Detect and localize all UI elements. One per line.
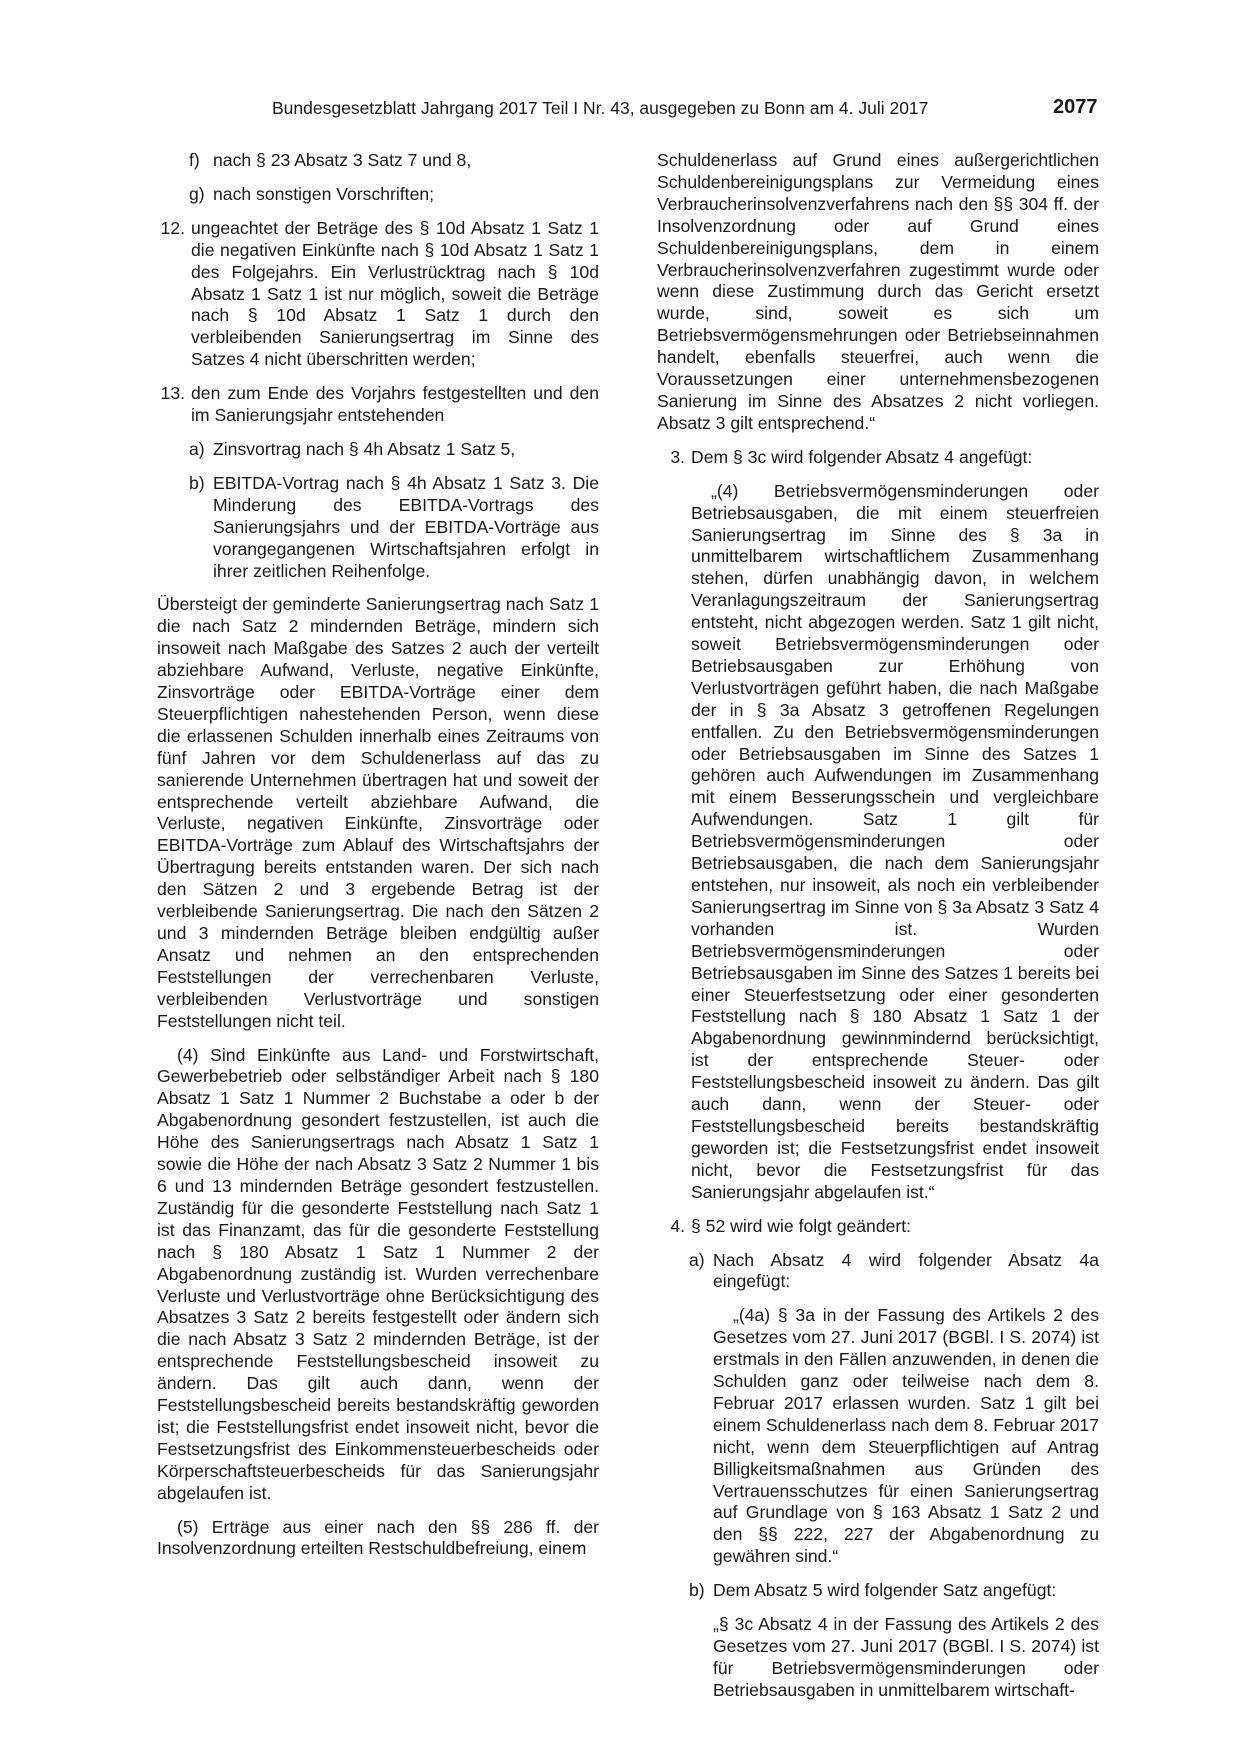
paragraph-continuation (657, 150, 1099, 435)
list-marker: f) (189, 150, 200, 170)
block-text: Dem Absatz 5 wird folgender Satz angefügt: (713, 1580, 1057, 1601)
list-marker: 12. (160, 217, 185, 238)
block-text: „(4) Betriebsvermögensminderungen oder Betriebsausgaben, die mit einem steuerfreien Sanierungsertrag im Sinne des § 3a in unmittelbarem wirtschaftlichem Zusammenhang stehen, dürfen unabhängig davon, in welchem Veranlagungszeitraum der Sanierungsertrag entsteht, nicht abgezogen werden. Satz 1 gilt nicht, soweit Betriebsvermögensminderungen oder Betriebsausgaben zur Erhöhung von Verlustvorträgen geführt haben, die nach Maßgabe der in § 3a Absatz 3 getroffenen Regelungen entfallen. Zu den Betriebsvermögensminderungen oder Betriebsausgaben im Sinne des Satzes 1 gehören auch Aufwendungen im Zusammenhang mit einem Besserungsschein und vergleichbare Aufwendungen. Satz 1 gilt für Betriebsvermögensminderungen oder Betriebsausgaben, die nach dem Sanierungsjahr entstehen, nur insoweit, als noch ein verbleibender Sanierungsertrag im Sinne von § 3a Absatz 3 Satz 4 vorhanden ist. Wurden Betriebsvermögensminderungen oder Betriebsausgaben im Sinne des Satzes 1 bereits bei einer Steuerfestsetzung oder einer gesonderten Feststellung nach § 180 Absatz 1 Satz 1 der Abgabenordnung gewinnmindernd berücksichtigt, ist der entsprechende Steuer- oder Feststellungsbescheid insoweit zu ändern. Das gilt auch dann, wenn der Steuer- oder Feststellungsbescheid bereits bestandskräftig geworden ist; die Festsetzungsfrist endet insoweit nicht, bevor die Festsetzungsfrist für das Sanierungsjahr abgelaufen ist.“ (691, 480, 1099, 1202)
item-13 (157, 383, 599, 427)
block-spacer (157, 172, 599, 184)
block-text: Übersteigt der geminderte Sanierungsertrag nach Satz 1 die nach Satz 2 mindernden Beträge, mindern sich insoweit nach Maßgabe des Satzes 2 auch der verteilt abziehbare Aufwand, Verluste, negative Einkünfte, Zinsvorträge oder EBITDA-Vorträge einer dem Steuerpflichtigen nahestehenden Person, wenn diese die erlassenen Schulden innerhalb eines Zeitraums von fünf Jahren vor dem Schuldenerlass auf das zu sanierende Unternehmen übertragen hat und soweit der entsprechende verteilt abziehbare Aufwand, die Verluste, negativen Einkünfte, Zinsvorträge oder EBITDA-Vorträge zum Ablauf des Wirtschaftsjahrs der Übertragung bereits entstanden waren. Der sich nach den Sätzen 2 und 3 ergebende Betrag ist der verbleibende Sanierungsertrag. Die nach den Sätzen 2 und 3 mindernden Beträge bleiben endgültig außer Ansatz und nehmen an den entsprechenden Feststellungen der verrechenbaren Verluste, verbleibenden Verlustvorträge und sonstigen Feststellungen nicht teil. (157, 594, 599, 1031)
item-g (157, 184, 599, 206)
block-spacer (157, 371, 599, 383)
block-text: EBITDA-Vortrag nach § 4h Absatz 1 Satz 3. Die Minderung des EBITDA-Vortrags des Sanierungsjahrs und der EBITDA-Vorträge aus vorangegangenen Wirtschaftsjahren erfolgt in ihrer zeitlichen Reihenfolge. (213, 472, 599, 581)
block-spacer (157, 461, 599, 473)
list-marker: b) (689, 1580, 705, 1601)
block-spacer (157, 1505, 599, 1517)
block-text: Dem § 3c wird folgender Absatz 4 angefügt: (691, 446, 1033, 467)
block-text: (4) Sind Einkünfte aus Land- und Forstwirtschaft, Gewerbebetrieb oder selbständiger Arbeit nach § 180 Absatz 1 Satz 1 Nummer 2 Buchstabe a oder b der Abgabenordnung gesondert festzustellen, ist auch die Höhe des Sanierungsertrags nach Absatz 1 Satz 1 sowie die Höhe der nach Absatz 3 Satz 2 Nummer 1 bis 6 und 13 mindernden Beträge gesondert festzustellen. Zuständig für die gesonderte Feststellung nach Satz 1 ist das Finanzamt, das für die gesonderte Feststellung nach § 180 Absatz 1 Satz 1 Nummer 2 der Abgabenordnung zuständig ist. Wurden verrechenbare Verluste und Verlustvorträge ohne Berücksichtigung des Absatzes 3 Satz 2 bereits festgestellt oder ändern sich die nach Absatz 3 Satz 2 mindernden Beträge, ist der entsprechende Feststellungsbescheid insoweit zu ändern. Das gilt auch dann, wenn der Feststellungsbescheid bereits bestandskräftig geworden ist; die Feststellungsfrist endet insoweit nicht, bevor die Festsetzungsfrist des Einkommensteuerbescheids oder Körperschaftsteuerbescheids für das Sanierungsjahr abgelaufen ist. (157, 1044, 599, 1503)
block-spacer (157, 1033, 599, 1045)
block-spacer (657, 1602, 1099, 1614)
quote-absatz-5 (657, 1614, 1099, 1702)
block-spacer (657, 1293, 1099, 1305)
block-spacer (157, 206, 599, 218)
block-text: Nach Absatz 4 wird folgender Absatz 4a eingefügt: (713, 1249, 1099, 1292)
item-13b (157, 473, 599, 583)
right-column (657, 150, 1099, 1702)
list-marker: 13. (160, 383, 185, 404)
block-spacer (157, 427, 599, 439)
block-spacer (657, 435, 1099, 447)
item-f (157, 150, 599, 172)
block-spacer (657, 1238, 1099, 1250)
quote-absatz-4a (657, 1305, 1099, 1568)
block-text: „§ 3c Absatz 4 in der Fassung des Artikels 2 des Gesetzes vom 27. Juni 2017 (BGBl. I S. 2074) ist für Betriebsvermögensminderungen oder Betriebsausgaben in unmittelbarem wirtschaft- (713, 1614, 1099, 1700)
block-text: Zinsvortrag nach § 4h Absatz 1 Satz 5, (213, 438, 516, 459)
paragraph-absatz-5 (157, 1517, 599, 1561)
item-4 (657, 1216, 1099, 1238)
block-spacer (657, 1204, 1099, 1216)
list-marker: a) (689, 1249, 705, 1270)
list-marker: 4. (670, 1215, 685, 1236)
item-3 (657, 447, 1099, 469)
list-marker: b) (189, 472, 205, 493)
block-text: Schuldenerlass auf Grund eines außergerichtlichen Schuldenbereinigungsplans zur Vermeidung eines Verbraucherinsolvenzverfahrens nach den §§ 304 ff. der Insolvenzordnung oder auf Grund eines Schuldenbereinigungsplans, dem in einem Verbraucherinsolvenzverfahren zugestimmt wurde oder wenn diese Zustimmung durch das Gericht ersetzt wurde, sind, soweit es sich um Betriebsvermögensmehrungen oder Betriebseinnahmen handelt, ebenfalls steuerfrei, auch wenn die Voraussetzungen einer unternehmensbezogenen Sanierung im Sinne des Absatzes 2 nicht vorliegen. Absatz 3 gilt entsprechend.“ (657, 150, 1099, 433)
block-spacer (657, 469, 1099, 481)
running-header: Bundesgesetzblatt Jahrgang 2017 Teil I Nr. 43, ausgegeben zu Bonn am 4. Juli 2017 (272, 98, 929, 118)
paragraph-absatz-4 (157, 1045, 599, 1505)
item-4a (657, 1250, 1099, 1294)
page-number: 2077 (1053, 96, 1098, 118)
list-marker: g) (189, 183, 205, 204)
item-4b (657, 1580, 1099, 1602)
list-marker: a) (189, 438, 205, 459)
block-text: nach sonstigen Vorschriften; (213, 183, 435, 204)
block-text: (5) Erträge aus einer nach den §§ 286 ff. der Insolvenzordnung erteilten Restschuldbefreiung, einem (157, 1516, 599, 1559)
block-spacer (157, 582, 599, 594)
list-marker: 3. (670, 446, 685, 467)
block-text: ungeachtet der Beträge des § 10d Absatz 1 Satz 1 die negativen Einkünfte nach § 10d Absatz 1 Satz 1 des Folgejahrs. Ein Verlustrücktrag nach § 10d Absatz 1 Satz 1 ist nur möglich, soweit die Beträge nach § 10d Absatz 1 Satz 1 durch den verbleibenden Sanierungsertrag im Sinne des Satzes 4 nicht überschritten werden; (191, 217, 599, 370)
quote-absatz-4 (657, 481, 1099, 1204)
paragraph-uebersteigt (157, 594, 599, 1032)
item-13a (157, 439, 599, 461)
item-12 (157, 218, 599, 371)
block-text: § 52 wird wie folgt geändert: (691, 1215, 912, 1236)
block-spacer (657, 1568, 1099, 1580)
left-column (157, 150, 599, 1560)
block-text: den zum Ende des Vorjahrs festgestellten und den im Sanierungsjahr entstehenden (191, 383, 599, 426)
block-text: „(4a) § 3a in der Fassung des Artikels 2 des Gesetzes vom 27. Juni 2017 (BGBl. I S. 2074) ist erstmals in den Fällen anzuwenden, in denen die Schulden ganz oder teilweise nach dem 8. Februar 2017 erlassen wurden. Satz 1 gilt bei einem Schuldenerlass nach dem 8. Februar 2017 nicht, wenn dem Steuerpflichtigen auf Antrag Billigkeitsmaßnahmen aus Gründen des Vertrauensschutzes für einen Sanierungsertrag auf Grundlage von § 163 Absatz 1 Satz 2 und den §§ 222, 227 der Abgabenordnung zu gewähren sind.“ (713, 1305, 1099, 1567)
block-text: nach § 23 Absatz 3 Satz 7 und 8, (213, 150, 472, 170)
